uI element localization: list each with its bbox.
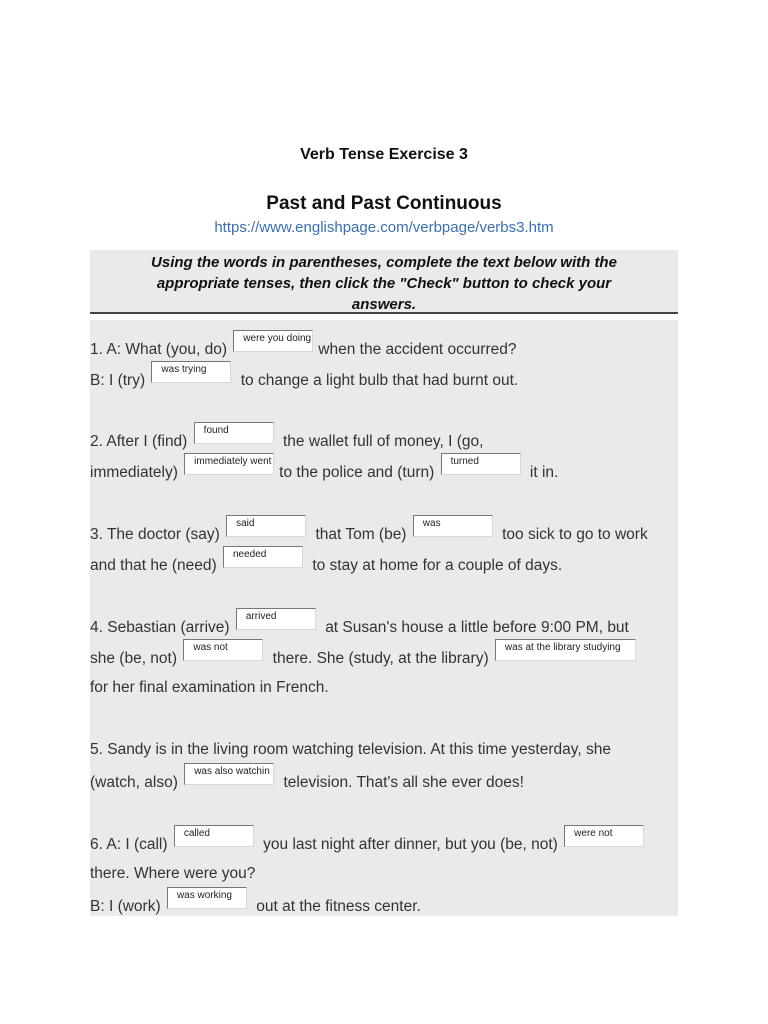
answer-input-q4c[interactable]: was at the library studying	[495, 639, 636, 661]
question-4-line-3	[90, 676, 329, 700]
question-text: for her final examination in French.	[90, 679, 329, 696]
question-text: television. That's all she ever does!	[283, 774, 524, 791]
instructions-box	[90, 250, 678, 314]
question-text: (watch, also)	[90, 774, 178, 791]
question-text: that Tom (be)	[315, 526, 407, 543]
question-2-line-1	[90, 425, 484, 452]
answer-input-q4b[interactable]: was not	[183, 639, 263, 661]
question-text: to the police and (turn)	[279, 464, 435, 481]
question-3-line-1	[90, 518, 648, 545]
question-text: too sick to go to work	[502, 526, 648, 543]
question-5-line-2	[90, 766, 524, 793]
question-text: the wallet full of money, I (go,	[282, 433, 484, 450]
question-text: at Susan's house a little before 9:00 PM, but	[325, 619, 629, 636]
exercise-title: Verb Tense Exercise 3	[300, 146, 468, 163]
answer-input-q2c[interactable]: turned	[441, 453, 521, 475]
question-3-line-2	[90, 549, 563, 576]
instructions-line: Using the words in parentheses, complete the text below with the	[151, 254, 617, 271]
question-5-line-1	[90, 738, 611, 762]
question-text: and that he (need)	[90, 557, 217, 574]
answer-input-q6c[interactable]: was working	[167, 887, 247, 909]
answer-input-q2a[interactable]: found	[194, 422, 274, 444]
question-text: 3. The doctor (say)	[90, 526, 220, 543]
question-1-line-b	[90, 364, 519, 391]
instructions-line: appropriate tenses, then click the "Check" button to check your	[156, 275, 612, 292]
question-1-line-a	[90, 333, 517, 360]
question-text: 2. After I (find)	[90, 433, 188, 450]
question-text: B: I (work)	[90, 898, 161, 915]
question-text: 6. A: I (call)	[90, 836, 168, 853]
question-text: 4. Sebastian (arrive)	[90, 619, 230, 636]
answer-input-q1a[interactable]: were you doing	[233, 330, 313, 352]
question-text: there. She (study, at the library)	[272, 650, 489, 667]
question-text: you last night after dinner, but you (be, not)	[263, 836, 558, 853]
answer-input-q2b[interactable]: immediately went	[184, 453, 274, 475]
answer-input-q3b[interactable]: was	[413, 515, 493, 537]
question-text: it in.	[529, 464, 559, 481]
question-6-line-3	[90, 890, 421, 917]
answer-input-q1b[interactable]: was trying	[151, 361, 231, 383]
question-text: 1. A: What (you, do)	[90, 341, 227, 358]
question-4-line-2	[90, 642, 641, 669]
question-text: immediately)	[90, 464, 178, 481]
question-6-line-2	[90, 862, 255, 886]
exercise-subtitle: Past and Past Continuous	[266, 193, 502, 214]
question-4-line-1	[90, 611, 629, 638]
question-2-line-2	[90, 456, 559, 483]
question-text: B: I (try)	[90, 372, 146, 389]
question-6-line-1	[90, 828, 649, 855]
instructions-line: answers.	[351, 296, 417, 313]
answer-input-q3c[interactable]: needed	[223, 546, 303, 568]
question-text: she (be, not)	[90, 650, 178, 667]
question-text: out at the fitness center.	[256, 898, 421, 915]
question-text: to stay at home for a couple of days.	[312, 557, 563, 574]
source-link[interactable]: https://www.englishpage.com/verbpage/verbs3.htm	[214, 219, 554, 236]
question-text: when the accident occurred?	[318, 341, 517, 358]
question-text: 5. Sandy is in the living room watching television. At this time yesterday, she	[90, 741, 611, 758]
answer-input-q3a[interactable]: said	[226, 515, 306, 537]
answer-input-q5[interactable]: was also watchin	[184, 763, 274, 785]
question-text: to change a light bulb that had burnt out.	[240, 372, 519, 389]
answer-input-q4a[interactable]: arrived	[236, 608, 316, 630]
question-text: there. Where were you?	[90, 865, 256, 882]
answer-input-q6a[interactable]: called	[174, 825, 254, 847]
answer-input-q6b[interactable]: were not	[564, 825, 644, 847]
